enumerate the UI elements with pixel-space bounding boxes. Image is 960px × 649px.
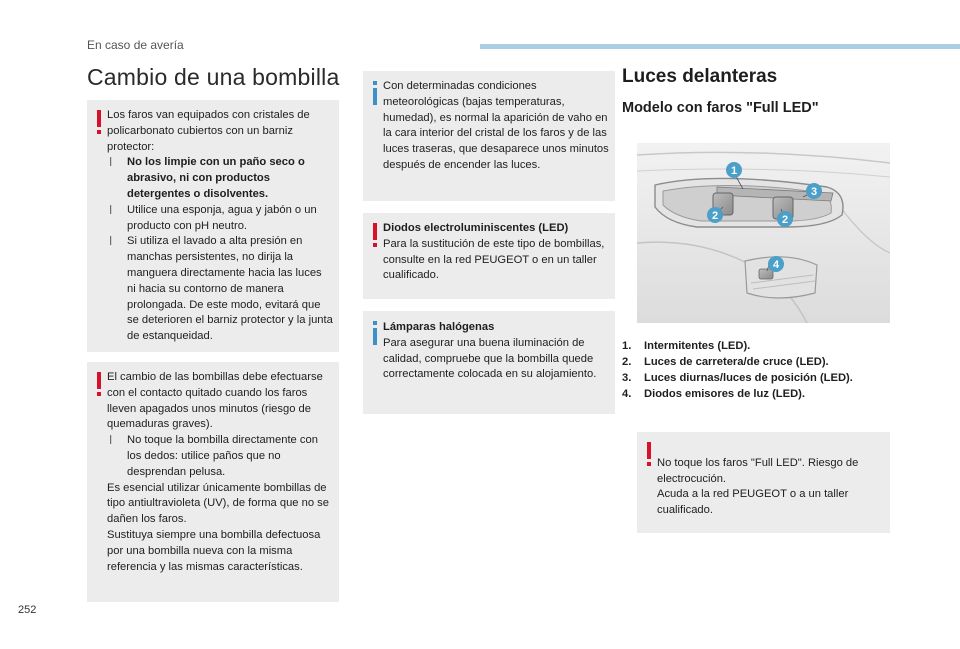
warning-paragraph: Sustituya siempre una bombilla defectuosa por una bombilla nueva con la misma referencia y las mismas características. — [107, 528, 321, 573]
section-heading: Luces delanteras — [622, 66, 778, 87]
svg-text:3: 3 — [810, 186, 818, 198]
section-subheading: Modelo con faros "Full LED" — [622, 100, 819, 116]
page-title: Cambio de una bombilla — [87, 64, 340, 90]
bullet-icon: ❘ — [107, 435, 115, 446]
warning-icon — [371, 223, 379, 249]
bullet-icon: ❘ — [107, 204, 115, 215]
callout-1 — [726, 162, 742, 178]
page-number: 252 — [18, 604, 37, 616]
warning-intro: Los faros van equipados con cristales de policarbonato cubiertos con un barniz protector: — [107, 109, 310, 153]
callout-2-right — [777, 211, 793, 227]
headlamp-illustration — [637, 143, 890, 323]
warning-box-polycarbonate — [87, 100, 339, 352]
info-title: Lámparas halógenas — [383, 321, 495, 333]
info-text: Con determinadas condiciones meteorológicas (bajas temperaturas, humedad), es normal la aparición de vaho en la cara interior del cristal de los faros y de las luces traseras, que desaparece unos minutos después de encender las luces. — [383, 80, 609, 171]
bullet-icon: ❘ — [107, 157, 115, 168]
list-item: ❘ Si utiliza el lavado a alta presión en manchas persistentes, no dirija la manguera directamente hacia las luces ni hacia su contorno de manera prolongada. De este modo, evitará que se deterioren el barniz protector y la junta de estanqueidad. — [107, 235, 333, 343]
warning-text: Para la sustitución de este tipo de bombillas, consulte en la red PEUGEOT o en un taller cualificado. — [383, 237, 605, 282]
svg-text:2: 2 — [781, 214, 789, 226]
callout-2-left — [707, 207, 723, 223]
list-item: 3. Luces diurnas/luces de posición (LED). — [622, 372, 853, 384]
warning-paragraph: Es esencial utilizar únicamente bombillas de tipo antiultravioleta (UV), de forma que no se dañen los faros. — [107, 481, 330, 526]
warning-text: No toque los faros "Full LED". Riesgo de electrocución. Acuda a la red PEUGEOT o a un taller cualificado. — [657, 456, 859, 517]
svg-text:4: 4 — [772, 259, 780, 271]
warning-icon — [95, 372, 103, 398]
info-box-condensation — [363, 71, 615, 201]
figure-legend — [622, 338, 892, 402]
info-box-halogen — [363, 311, 615, 414]
warning-icon — [95, 110, 103, 136]
list-item: ❘ No toque la bombilla directamente con los dedos: utilice paños que no desprendan pelusa. — [107, 434, 318, 478]
warning-icon — [645, 442, 653, 468]
list-item: ❘ No los limpie con un paño seco o abrasivo, ni con productos detergentes o disolventes. — [107, 156, 305, 200]
list-item: 1. Intermitentes (LED). — [622, 340, 751, 352]
warning-intro: El cambio de las bombillas debe efectuarse con el contacto quitado cuando los faros lleven apagados unos minutos (riesgo de quemaduras graves). — [107, 371, 323, 431]
info-text: Para asegurar una buena iluminación de calidad, compruebe que la bombilla quede correctamente colocada en su alojamiento. — [383, 336, 597, 381]
warning-title: Diodos electroluminiscentes (LED) — [383, 222, 569, 234]
bullet-icon: ❘ — [107, 236, 115, 247]
svg-text:2: 2 — [711, 210, 719, 222]
warning-box-full-led — [637, 432, 890, 533]
header-bar — [480, 44, 960, 49]
info-icon — [371, 81, 379, 107]
svg-text:1: 1 — [730, 165, 738, 177]
warning-box-bulb-change — [87, 362, 339, 602]
list-item: 4. Diodos emisores de luz (LED). — [622, 388, 806, 400]
callout-4 — [768, 256, 784, 272]
warning-box-led — [363, 213, 615, 299]
info-icon — [371, 321, 379, 347]
headlamp-drawing — [637, 143, 890, 323]
section-label: En caso de avería — [87, 38, 184, 52]
list-item: ❘ Utilice una esponja, agua y jabón o un producto con pH neutro. — [107, 203, 317, 232]
list-item: 2. Luces de carretera/de cruce (LED). — [622, 356, 829, 368]
callout-3 — [806, 183, 822, 199]
